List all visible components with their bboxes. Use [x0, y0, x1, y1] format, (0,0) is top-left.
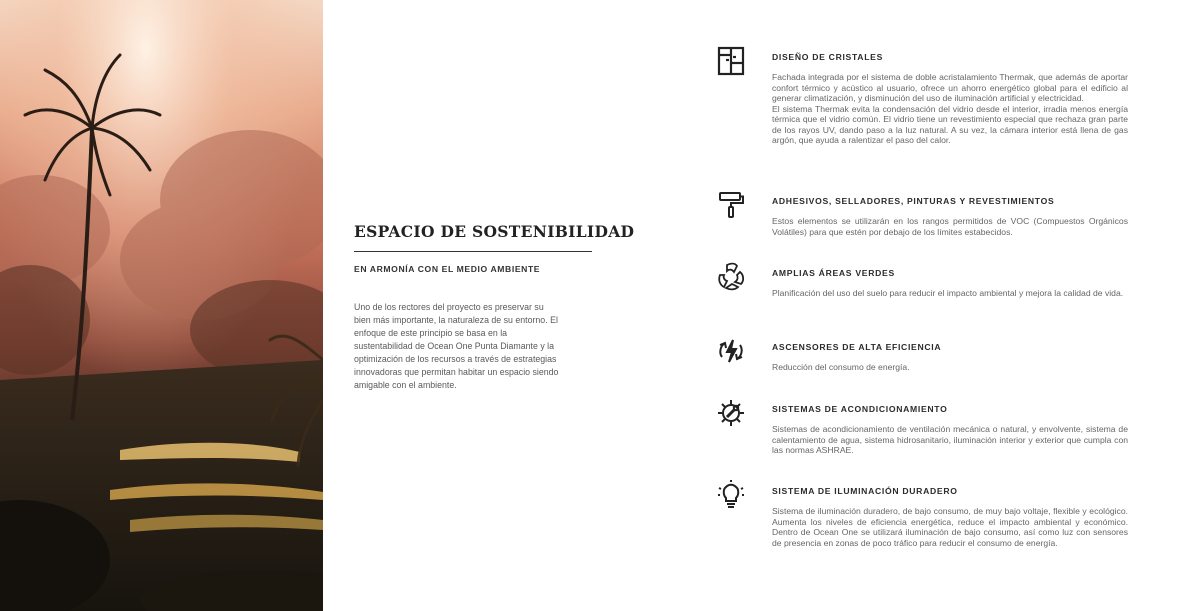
feature-lighting — [716, 486, 1136, 548]
feature-title: AMPLIAS ÁREAS VERDES — [772, 268, 895, 278]
energy-bolt-icon — [716, 336, 750, 370]
feature-title: SISTEMAS DE ACONDICIONAMIENTO — [772, 404, 948, 414]
feature-elevators — [716, 342, 1136, 373]
hero-photo — [0, 0, 323, 611]
feature-title: ADHESIVOS, SELLADORES, PINTURAS Y REVESTIMIENTOS — [772, 196, 1055, 206]
feature-title: DISEÑO DE CRISTALES — [772, 52, 884, 62]
intro-subtitle: EN ARMONÍA CON EL MEDIO AMBIENTE — [354, 264, 541, 274]
feature-title: ASCENSORES DE ALTA EFICIENCIA — [772, 342, 942, 352]
intro-section — [354, 222, 635, 392]
recycle-leaves-icon — [716, 262, 750, 296]
intro-title: ESPACIO DE SOSTENIBILIDAD — [354, 222, 635, 241]
feature-green-areas — [716, 268, 1136, 299]
window-icon — [716, 46, 750, 80]
feature-text: Estos elementos se utilizarán en los rangos permitidos de VOC (Compuestos Orgánicos Volátiles) para que estén por debajo de los límites estabecidos. — [772, 216, 1128, 237]
feature-text: El sistema Thermak evita la condensación del vidrio desde el interior, irradia menos energía térmica que el vidrio común. El vidrio tiene un revestimiento especial que rechaza gran parte de los rayos UV, dando paso a la luz natural. A su vez, la cámara interior está llena de gas argón, que ayuda a ralentizar el paso del calor. — [772, 103, 1128, 145]
palm-landscape-illustration — [0, 0, 323, 611]
lightbulb-icon — [716, 480, 750, 514]
feature-text: Planificación del uso del suelo para reducir el impacto ambiental y mejora la calidad de vida. — [772, 288, 1124, 298]
feature-text: Fachada integrada por el sistema de doble acristalamiento Thermak, que además de aportar confort térmico y acústico al usuario, ofrece un ahorro energético global para el edificio al generar climatización, y disminución del uso de iluminación artificial y electricidad. — [772, 72, 1128, 103]
feature-glass-design — [716, 52, 1136, 146]
feature-title: SISTEMA DE ILUMINACIÓN DURADERO — [772, 486, 958, 496]
feature-conditioning — [716, 404, 1136, 456]
feature-text: Sistemas de acondicionamiento de ventilación mecánica o natural, y envolvente, sistema de calentamiento de agua, sistema hidrosanitario, iluminación interior y exterior que cumpla con las normas ASHRAE. — [772, 424, 1128, 455]
feature-text: Sistema de iluminación duradero, de bajo consumo, de muy bajo voltaje, flexible y ecológico. Aumenta los niveles de eficiencia energética, reduce el impacto ambiental y económico. Dentro de Ocean One se utilizará iluminación de bajo consumo, así como luz con sensores de presencia en zonas de poco tráfico para reducir el consumo de energía. — [772, 506, 1128, 548]
paint-roller-icon — [716, 190, 750, 224]
feature-text: Reducción del consumo de energía. — [772, 362, 910, 372]
title-divider — [354, 251, 592, 252]
intro-body: Uno de los rectores del proyecto es preservar su bien más importante, la naturaleza de su entorno. El enfoque de este principio se basa en la sustentabilidad de Ocean One Punta Diamante y la optimización de los recursos a través de estrategias innovadoras que permitan habitar un espacio siendo amigable con el ambiente. — [354, 302, 559, 390]
gear-wrench-icon — [716, 398, 750, 432]
feature-adhesives — [716, 196, 1136, 237]
